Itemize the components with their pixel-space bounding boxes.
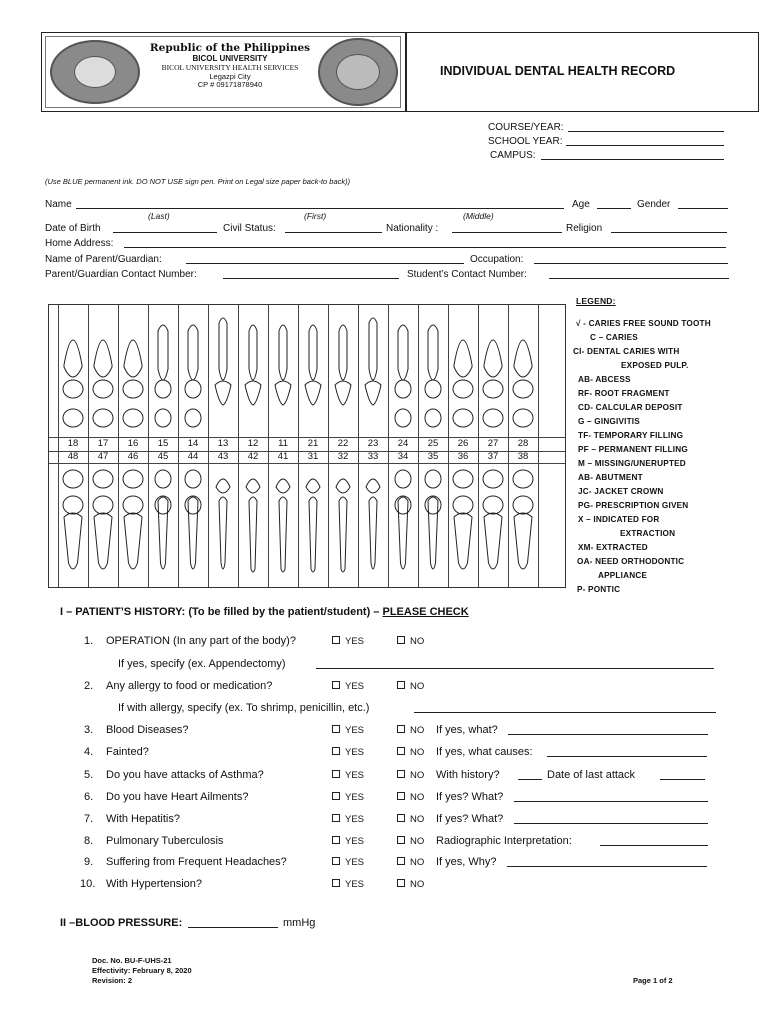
tooth-number-13[interactable]: 13 bbox=[217, 438, 229, 449]
q8-yes-checkbox[interactable]: YES bbox=[332, 836, 364, 847]
upper-tooth-22-occlusal-icon bbox=[335, 381, 351, 405]
q5-history-field[interactable] bbox=[518, 769, 542, 780]
lower-tooth-34-lingual-icon bbox=[395, 496, 411, 514]
q2-specify-label: If with allergy, specify (ex. To shrimp, penicillin, etc.) bbox=[118, 702, 370, 714]
upper-tooth-28-occlusal-icon bbox=[513, 380, 533, 398]
lower-tooth-44-side-icon bbox=[188, 497, 198, 569]
student-contact-label: Student’s Contact Number: bbox=[407, 269, 527, 280]
q5-history-label: With history? bbox=[436, 769, 500, 781]
lower-tooth-42-side-icon bbox=[249, 497, 257, 572]
tooth-number-22[interactable]: 22 bbox=[337, 438, 349, 449]
upper-tooth-25-side-icon bbox=[428, 325, 438, 380]
home-address-label: Home Address: bbox=[45, 238, 114, 249]
form-title: INDIVIDUAL DENTAL HEALTH RECORD bbox=[440, 64, 676, 78]
legend-item: CI- DENTAL CARIES WITH bbox=[573, 347, 680, 356]
upper-tooth-27-lingual-icon bbox=[483, 409, 503, 427]
q3-text: Blood Diseases? bbox=[106, 724, 189, 736]
please-check-text: PLEASE CHECK bbox=[382, 606, 469, 618]
lower-tooth-31-side-icon bbox=[309, 497, 317, 572]
lower-tooth-35-lingual-icon bbox=[425, 496, 441, 514]
tooth-number-36[interactable]: 36 bbox=[457, 451, 469, 462]
lower-tooth-33-side-icon bbox=[369, 497, 377, 569]
tooth-number-12[interactable]: 12 bbox=[247, 438, 259, 449]
legend-item: APPLIANCE bbox=[598, 571, 648, 580]
q3-number: 3. bbox=[84, 724, 94, 736]
tooth-number-43[interactable]: 43 bbox=[217, 451, 229, 462]
q8-extra-label: Radiographic Interpretation: bbox=[436, 835, 572, 847]
occupation-label: Occupation: bbox=[470, 254, 524, 265]
header-text-block bbox=[140, 42, 320, 102]
health-services-seal-icon bbox=[318, 38, 398, 106]
parent-contact-field[interactable] bbox=[223, 268, 399, 279]
dob-field[interactable] bbox=[113, 222, 217, 233]
course-year-label: COURSE/YEAR: bbox=[488, 122, 564, 133]
upper-tooth-21-occlusal-icon bbox=[305, 381, 321, 405]
name-field[interactable] bbox=[76, 198, 564, 209]
upper-tooth-13-side-icon bbox=[219, 318, 227, 380]
lower-tooth-47-side-icon bbox=[94, 513, 112, 569]
lower-tooth-32-occlusal-icon bbox=[336, 479, 350, 493]
tooth-number-25[interactable]: 25 bbox=[427, 438, 439, 449]
tooth-number-26[interactable]: 26 bbox=[457, 438, 469, 449]
q5-last-attack-field[interactable] bbox=[660, 769, 705, 780]
gender-field[interactable] bbox=[678, 198, 728, 209]
middle-name-caption: (Middle) bbox=[463, 211, 494, 221]
tooth-number-41[interactable]: 41 bbox=[277, 451, 289, 462]
blood-pressure-unit: mmHg bbox=[283, 917, 316, 929]
religion-label: Religion bbox=[566, 223, 603, 234]
q5-last-attack-label: Date of last attack bbox=[547, 769, 636, 781]
upper-tooth-17-side-icon bbox=[94, 340, 112, 377]
lower-tooth-38-lingual-icon bbox=[513, 496, 533, 514]
tooth-number-18[interactable]: 18 bbox=[67, 438, 79, 449]
lower-tooth-47-occlusal-icon bbox=[93, 470, 113, 488]
home-address-field[interactable] bbox=[124, 237, 726, 248]
course-year-field[interactable] bbox=[568, 121, 724, 132]
upper-tooth-24-side-icon bbox=[398, 325, 408, 380]
lower-tooth-36-side-icon bbox=[454, 513, 472, 569]
history-heading-text: I – PATIENT’S HISTORY: (To be filled by the patient/student) – bbox=[60, 606, 380, 618]
tooth-number-33[interactable]: 33 bbox=[367, 451, 379, 462]
q7-yes-checkbox[interactable]: YES bbox=[332, 814, 364, 825]
legend-item: CD- CALCULAR DEPOSIT bbox=[578, 403, 683, 412]
legend-item: M – MISSING/UNERUPTED bbox=[578, 459, 686, 468]
lower-tooth-48-side-icon bbox=[64, 513, 82, 569]
q6-text: Do you have Heart Ailments? bbox=[106, 791, 249, 803]
legend-item: P- PONTIC bbox=[577, 585, 621, 594]
q5-no-checkbox[interactable]: NO bbox=[397, 770, 424, 781]
gender-label: Gender bbox=[637, 199, 671, 210]
tooth-number-21[interactable]: 21 bbox=[307, 438, 319, 449]
legend-item: EXPOSED PULP. bbox=[621, 361, 689, 370]
lower-tooth-45-occlusal-icon bbox=[155, 470, 171, 488]
tooth-number-34[interactable]: 34 bbox=[397, 451, 409, 462]
tooth-number-11[interactable]: 11 bbox=[278, 438, 288, 449]
upper-tooth-22-side-icon bbox=[339, 325, 347, 380]
upper-tooth-23-side-icon bbox=[369, 318, 377, 380]
upper-tooth-21-side-icon bbox=[309, 325, 317, 380]
q7-text: With Hepatitis? bbox=[106, 813, 180, 825]
name-label: Name bbox=[45, 199, 72, 210]
lower-tooth-35-side-icon bbox=[428, 497, 438, 569]
lower-tooth-34-side-icon bbox=[398, 497, 408, 569]
q10-number: 10. bbox=[80, 878, 96, 890]
q3-extra-label: If yes, what? bbox=[436, 724, 498, 736]
upper-tooth-27-side-icon bbox=[484, 340, 502, 377]
tooth-number-35[interactable]: 35 bbox=[427, 451, 439, 462]
tooth-number-16[interactable]: 16 bbox=[127, 438, 139, 449]
upper-tooth-25-lingual-icon bbox=[425, 409, 441, 427]
legend-item: √ - CARIES FREE SOUND TOOTH bbox=[576, 319, 711, 328]
dob-label: Date of Birth bbox=[45, 223, 101, 234]
q2-number: 2. bbox=[84, 680, 94, 692]
nationality-field[interactable] bbox=[452, 222, 562, 233]
lower-tooth-46-occlusal-icon bbox=[123, 470, 143, 488]
q8-extra-field[interactable] bbox=[600, 835, 708, 846]
q6-yes-checkbox[interactable]: YES bbox=[332, 792, 364, 803]
upper-tooth-15-occlusal-icon bbox=[155, 380, 171, 398]
legend-item: AB- ABUTMENT bbox=[578, 473, 643, 482]
q9-yes-checkbox[interactable]: YES bbox=[332, 857, 364, 868]
upper-tooth-11-side-icon bbox=[279, 325, 287, 380]
upper-tooth-18-occlusal-icon bbox=[63, 380, 83, 398]
upper-tooth-24-lingual-icon bbox=[395, 409, 411, 427]
upper-tooth-26-occlusal-icon bbox=[453, 380, 473, 398]
q4-no-checkbox[interactable]: NO bbox=[397, 747, 424, 758]
lower-tooth-48-occlusal-icon bbox=[63, 470, 83, 488]
ink-instruction: (Use BLUE permanent ink. DO NOT USE sign pen. Print on Legal size paper back-to back)) bbox=[45, 177, 351, 186]
q5-yes-checkbox[interactable]: YES bbox=[332, 770, 364, 781]
q3-yes-checkbox[interactable]: YES bbox=[332, 725, 364, 736]
legend-item: AB- ABCESS bbox=[578, 375, 631, 384]
upper-tooth-17-lingual-icon bbox=[93, 409, 113, 427]
upper-tooth-11-occlusal-icon bbox=[275, 381, 291, 405]
tooth-drawings bbox=[49, 305, 565, 587]
upper-tooth-24-occlusal-icon bbox=[395, 380, 411, 398]
age-label: Age bbox=[572, 199, 590, 210]
dental-chart bbox=[48, 304, 566, 588]
campus-label: CAMPUS: bbox=[490, 150, 536, 161]
lower-tooth-46-lingual-icon bbox=[123, 496, 143, 514]
cp-number: CP # 09171878940 bbox=[197, 80, 263, 89]
upper-tooth-18-side-icon bbox=[64, 340, 82, 377]
q4-text: Fainted? bbox=[106, 746, 149, 758]
q1-yes-checkbox[interactable]: YES bbox=[332, 636, 364, 647]
legend-item: JC- JACKET CROWN bbox=[578, 487, 664, 496]
lower-tooth-46-side-icon bbox=[124, 513, 142, 569]
legend-item: XM- EXTRACTED bbox=[578, 543, 648, 552]
q4-extra-field[interactable] bbox=[547, 746, 707, 757]
legend-title: LEGEND: bbox=[576, 296, 616, 306]
lower-tooth-43-side-icon bbox=[219, 497, 227, 569]
q4-number: 4. bbox=[84, 746, 94, 758]
legend-item: PG- PRESCRIPTION GIVEN bbox=[578, 501, 689, 510]
lower-tooth-37-lingual-icon bbox=[483, 496, 503, 514]
legend-item: G – GINGIVITIS bbox=[578, 417, 640, 426]
q1-no-checkbox[interactable]: NO bbox=[397, 636, 424, 647]
upper-tooth-16-lingual-icon bbox=[123, 409, 143, 427]
tooth-number-45[interactable]: 45 bbox=[157, 451, 169, 462]
university-name: BICOL UNIVERSITY bbox=[192, 54, 268, 63]
lower-tooth-37-occlusal-icon bbox=[483, 470, 503, 488]
lower-tooth-34-occlusal-icon bbox=[395, 470, 411, 488]
q8-text: Pulmonary Tuberculosis bbox=[106, 835, 224, 847]
q4-extra-label: If yes, what causes: bbox=[436, 746, 533, 758]
last-name-caption: (Last) bbox=[148, 211, 170, 221]
q1-text: OPERATION (In any part of the body)? bbox=[106, 635, 296, 647]
legend-item: EXTRACTION bbox=[620, 529, 676, 538]
effectivity-date: Effectivity: February 8, 2020 bbox=[92, 966, 192, 975]
occupation-field[interactable] bbox=[534, 253, 728, 264]
parent-name-field[interactable] bbox=[186, 253, 464, 264]
legend-item: C – CARIES bbox=[590, 333, 638, 342]
history-heading bbox=[60, 606, 469, 618]
q7-no-checkbox[interactable]: NO bbox=[397, 814, 424, 825]
tooth-number-27[interactable]: 27 bbox=[487, 438, 499, 449]
tooth-number-31[interactable]: 31 bbox=[307, 451, 319, 462]
q7-number: 7. bbox=[84, 813, 94, 825]
q4-yes-checkbox[interactable]: YES bbox=[332, 747, 364, 758]
tooth-number-17[interactable]: 17 bbox=[97, 438, 109, 449]
legend-item: TF- TEMPORARY FILLING bbox=[578, 431, 684, 440]
upper-tooth-14-occlusal-icon bbox=[185, 380, 201, 398]
lower-tooth-42-occlusal-icon bbox=[246, 479, 260, 493]
civil-status-field[interactable] bbox=[285, 222, 382, 233]
q6-extra-label: If yes? What? bbox=[436, 791, 504, 803]
lower-tooth-33-occlusal-icon bbox=[366, 479, 380, 493]
q6-no-checkbox[interactable]: NO bbox=[397, 792, 424, 803]
lower-tooth-36-lingual-icon bbox=[453, 496, 473, 514]
q9-text: Suffering from Frequent Headaches? bbox=[106, 856, 287, 868]
upper-tooth-23-occlusal-icon bbox=[365, 381, 381, 405]
school-year-field[interactable] bbox=[566, 135, 724, 146]
blood-pressure-field[interactable] bbox=[188, 917, 278, 928]
q9-extra-field[interactable] bbox=[507, 856, 707, 867]
q2-yes-checkbox[interactable]: YES bbox=[332, 681, 364, 692]
republic-text: Republic of the Philippines bbox=[149, 42, 311, 54]
q1-specify-field[interactable] bbox=[316, 658, 714, 669]
upper-tooth-27-occlusal-icon bbox=[483, 380, 503, 398]
q5-text: Do you have attacks of Asthma? bbox=[106, 769, 264, 781]
upper-tooth-26-lingual-icon bbox=[453, 409, 473, 427]
lower-tooth-45-lingual-icon bbox=[155, 496, 171, 514]
legend-item: X – INDICATED FOR bbox=[578, 515, 660, 524]
q5-number: 5. bbox=[84, 769, 94, 781]
q8-no-checkbox[interactable]: NO bbox=[397, 836, 424, 847]
civil-status-label: Civil Status: bbox=[223, 223, 276, 234]
lower-tooth-43-occlusal-icon bbox=[216, 479, 230, 493]
tooth-number-38[interactable]: 38 bbox=[517, 451, 529, 462]
tooth-number-24[interactable]: 24 bbox=[397, 438, 409, 449]
lower-tooth-44-lingual-icon bbox=[185, 496, 201, 514]
upper-tooth-26-side-icon bbox=[454, 340, 472, 377]
upper-tooth-28-lingual-icon bbox=[513, 409, 533, 427]
upper-tooth-14-side-icon bbox=[188, 325, 198, 380]
doc-number: Doc. No. BU-F-UHS-21 bbox=[92, 956, 172, 965]
q10-text: With Hypertension? bbox=[106, 878, 202, 890]
age-field[interactable] bbox=[597, 198, 631, 209]
legend-item: RF- ROOT FRAGMENT bbox=[578, 389, 670, 398]
lower-tooth-41-occlusal-icon bbox=[276, 479, 290, 493]
upper-tooth-13-occlusal-icon bbox=[215, 381, 231, 405]
tooth-number-42[interactable]: 42 bbox=[247, 451, 259, 462]
upper-tooth-12-occlusal-icon bbox=[245, 381, 261, 405]
q2-specify-field[interactable] bbox=[414, 702, 716, 713]
legend-item: OA- NEED ORTHODONTIC bbox=[577, 557, 685, 566]
tooth-number-37[interactable]: 37 bbox=[487, 451, 499, 462]
q7-extra-label: If yes? What? bbox=[436, 813, 504, 825]
lower-tooth-47-lingual-icon bbox=[93, 496, 113, 514]
religion-field[interactable] bbox=[611, 222, 727, 233]
tooth-number-44[interactable]: 44 bbox=[187, 451, 199, 462]
upper-tooth-15-side-icon bbox=[158, 325, 168, 380]
lower-tooth-37-side-icon bbox=[484, 513, 502, 569]
lower-tooth-45-side-icon bbox=[158, 497, 168, 569]
upper-tooth-12-side-icon bbox=[249, 325, 257, 380]
campus-field[interactable] bbox=[541, 149, 724, 160]
header-divider bbox=[405, 32, 407, 112]
q3-no-checkbox[interactable]: NO bbox=[397, 725, 424, 736]
upper-tooth-16-occlusal-icon bbox=[123, 380, 143, 398]
revision-number: Revision: 2 bbox=[92, 976, 133, 985]
lower-tooth-44-occlusal-icon bbox=[185, 470, 201, 488]
q3-extra-field[interactable] bbox=[508, 724, 708, 735]
q10-no-checkbox[interactable]: NO bbox=[397, 879, 424, 890]
upper-tooth-16-side-icon bbox=[124, 340, 142, 377]
health-services-name: BICOL UNIVERSITY HEALTH SERVICES bbox=[161, 63, 299, 72]
q9-number: 9. bbox=[84, 856, 94, 868]
lower-tooth-48-lingual-icon bbox=[63, 496, 83, 514]
q7-extra-field[interactable] bbox=[514, 813, 708, 824]
tooth-number-15[interactable]: 15 bbox=[157, 438, 169, 449]
upper-tooth-28-side-icon bbox=[514, 340, 532, 377]
legend-item: PF – PERMANENT FILLING bbox=[578, 445, 688, 454]
q1-number: 1. bbox=[84, 635, 94, 647]
bicol-university-seal-icon bbox=[50, 40, 140, 104]
upper-tooth-15-lingual-icon bbox=[155, 409, 171, 427]
q2-text: Any allergy to food or medication? bbox=[106, 680, 273, 692]
q10-yes-checkbox[interactable]: YES bbox=[332, 879, 364, 890]
lower-tooth-35-occlusal-icon bbox=[425, 470, 441, 488]
school-year-label: SCHOOL YEAR: bbox=[488, 136, 563, 147]
student-contact-field[interactable] bbox=[549, 268, 729, 279]
lower-tooth-38-side-icon bbox=[514, 513, 532, 569]
lower-tooth-32-side-icon bbox=[339, 497, 347, 572]
upper-tooth-17-occlusal-icon bbox=[93, 380, 113, 398]
tooth-number-23[interactable]: 23 bbox=[367, 438, 379, 449]
upper-tooth-14-lingual-icon bbox=[185, 409, 201, 427]
tooth-number-47[interactable]: 47 bbox=[97, 451, 109, 462]
first-name-caption: (First) bbox=[304, 211, 327, 221]
page-number: Page 1 of 2 bbox=[633, 976, 673, 985]
lower-tooth-31-occlusal-icon bbox=[306, 479, 320, 493]
lower-tooth-41-side-icon bbox=[279, 497, 287, 572]
tooth-number-46[interactable]: 46 bbox=[127, 451, 139, 462]
tooth-number-14[interactable]: 14 bbox=[187, 438, 199, 449]
parent-contact-label: Parent/Guardian Contact Number: bbox=[45, 269, 197, 280]
upper-tooth-25-occlusal-icon bbox=[425, 380, 441, 398]
q9-no-checkbox[interactable]: NO bbox=[397, 857, 424, 868]
upper-tooth-18-lingual-icon bbox=[63, 409, 83, 427]
q1-specify-label: If yes, specify (ex. Appendectomy) bbox=[118, 658, 286, 670]
lower-tooth-38-occlusal-icon bbox=[513, 470, 533, 488]
tooth-number-32[interactable]: 32 bbox=[337, 451, 349, 462]
q6-extra-field[interactable] bbox=[514, 791, 708, 802]
city-text: Legazpi City bbox=[209, 72, 251, 81]
tooth-number-48[interactable]: 48 bbox=[67, 451, 79, 462]
tooth-number-28[interactable]: 28 bbox=[517, 438, 529, 449]
lower-tooth-36-occlusal-icon bbox=[453, 470, 473, 488]
parent-name-label: Name of Parent/Guardian: bbox=[45, 254, 162, 265]
blood-pressure-label: II –BLOOD PRESSURE: bbox=[60, 917, 183, 929]
nationality-label: Nationality : bbox=[386, 223, 439, 234]
q9-extra-label: If yes, Why? bbox=[436, 856, 497, 868]
q2-no-checkbox[interactable]: NO bbox=[397, 681, 424, 692]
q6-number: 6. bbox=[84, 791, 94, 803]
q8-number: 8. bbox=[84, 835, 94, 847]
